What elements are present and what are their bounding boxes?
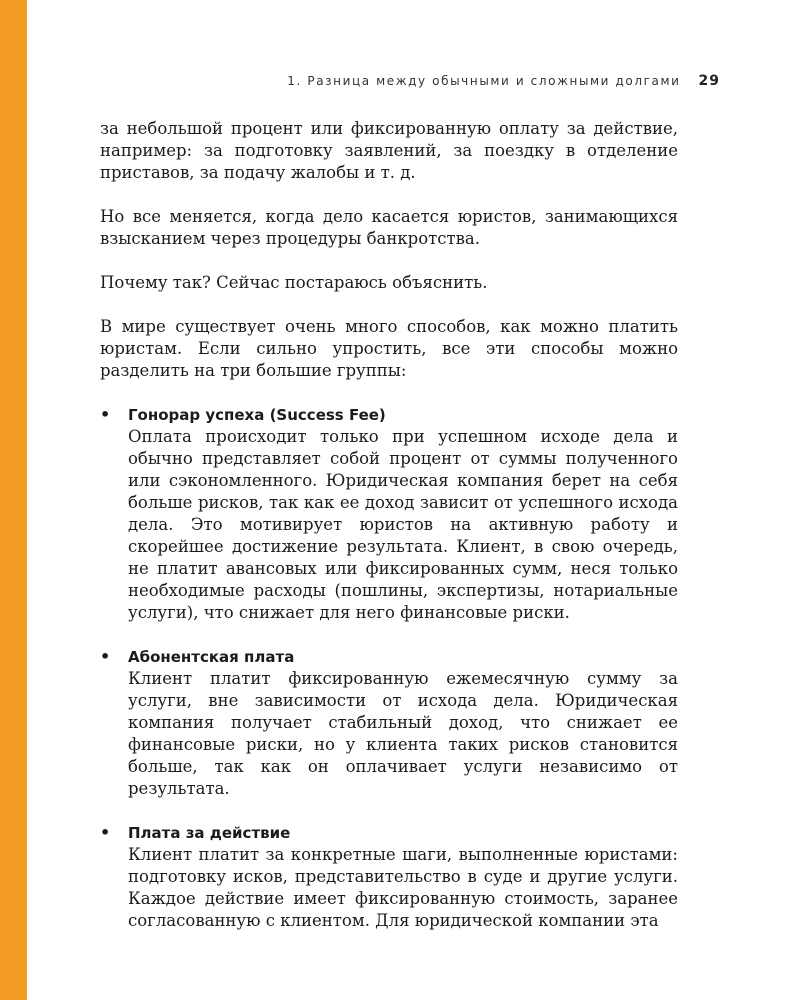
list-item-title: Гонорар успеха (Success Fee) — [128, 406, 386, 424]
bullet-icon: • — [100, 823, 111, 842]
paragraph: за небольшой процент или фиксированную оплату за действие, например: за подготовку заявлений, за поездку в отделение приставов, за подачу жалобы и т. д. — [100, 119, 678, 182]
list-item-body: Оплата происходит только при успешном исходе дела и обычно представляет собой процент от суммы полученного или сэкономленного. Юридическая компания берет на себя больше рисков, так как ее доход зависит от успешного исхода дела. Это мотивирует юристов на активную работу и скорейшее достижение результата. Клиент, в свою очередь, не платит авансовых или фиксированных сумм, неся только необходимые расходы (пошлины, экспертизы, нотариальные услуги), что снижает для него финансовые риски. — [128, 427, 678, 622]
list-item-title: Плата за действие — [128, 824, 291, 842]
orange-side-bar — [0, 0, 27, 1000]
page-number: 29 — [698, 73, 720, 89]
paragraph: Но все меняется, когда дело касается юристов, занимающихся взысканием через процедуры банкротства. — [100, 207, 678, 248]
list-item-body: Клиент платит фиксированную ежемесячную сумму за услуги, вне зависимости от исхода дела. Юридическая компания получает стабильный доход, что снижает ее финансовые риски, но у клиента таких рисков становится больше, так как он оплачивает услуги независимо от результата. — [128, 669, 678, 798]
bullet-icon: • — [100, 405, 111, 424]
paragraph: Почему так? Сейчас постараюсь объяснить. — [100, 273, 488, 292]
running-header — [287, 73, 720, 89]
list-item-body: Клиент платит за конкретные шаги, выполненные юристами: подготовку исков, представительство в суде и другие услуги. Каждое действие имеет фиксированную стоимость, заранее согласованную с клиентом. Для юридической компании эта — [128, 845, 678, 930]
list-item — [100, 404, 678, 624]
payment-types-list — [100, 404, 678, 932]
chapter-title: 1. Разница между обычными и сложными долгами — [287, 74, 681, 88]
list-item — [100, 822, 678, 932]
bullet-icon: • — [100, 647, 111, 666]
page-body — [100, 118, 678, 954]
list-item-title: Абонентская плата — [128, 648, 295, 666]
list-item — [100, 646, 678, 800]
paragraph: В мире существует очень много способов, как можно платить юристам. Если сильно упростить, все эти способы можно разделить на три большие группы: — [100, 317, 678, 380]
